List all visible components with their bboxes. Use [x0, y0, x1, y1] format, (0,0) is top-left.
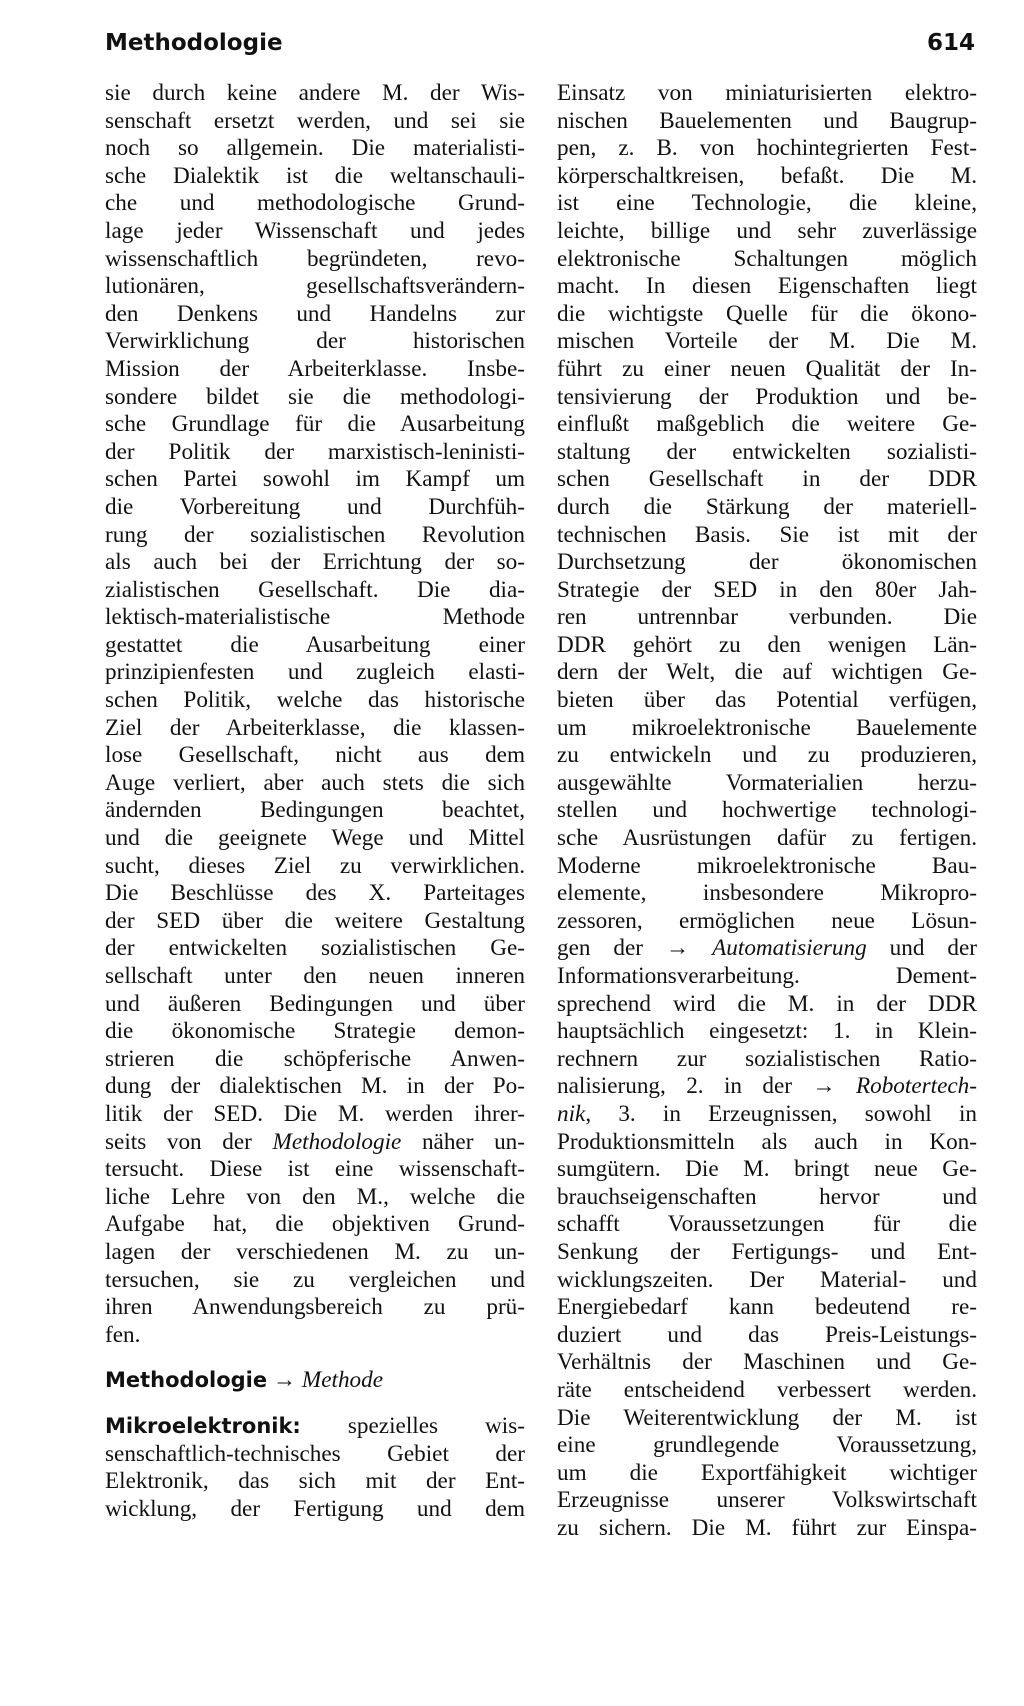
cross-reference: Robotertech-: [855, 1073, 977, 1100]
text-line: DDR gehört zu den wenigen Län-: [557, 631, 977, 658]
text-line: schafft Voraussetzungen für die: [557, 1211, 977, 1238]
text-line: körperschaltkreisen, befaßt. Die M.: [557, 162, 977, 189]
text-line: tensivierung der Produktion und be-: [557, 383, 977, 410]
page-number: 614: [926, 30, 975, 56]
text-line: die wichtigste Quelle für die ökono-: [557, 300, 977, 327]
text-line: fen.: [105, 1321, 141, 1348]
text-line: hauptsächlich eingesetzt: 1. in Klein-: [557, 1018, 977, 1045]
text-line: rechnern zur sozialistischen Ratio-: [557, 1045, 977, 1072]
text-line: um mikroelektronische Bauelemente: [557, 714, 977, 741]
text-line: und äußeren Bedingungen und über: [105, 990, 525, 1017]
text-line: der SED über die weitere Gestaltung: [105, 907, 525, 934]
text-line: schen Partei sowohl im Kampf um: [105, 466, 525, 493]
entry-term: Methodologie: [105, 1368, 268, 1393]
text-line: gestattet die Ausarbeitung einer: [105, 631, 525, 658]
text-line: technischen Basis. Sie ist mit der: [557, 521, 977, 548]
text-line: nik, 3. in Erzeugnissen, sowohl in: [557, 1100, 977, 1127]
text-line: tersucht. Diese ist eine wissenschaft-: [105, 1156, 525, 1183]
text-line: gen der → Automatisierung und der: [557, 935, 978, 962]
text-line: mischen Vorteile der M. Die M.: [557, 328, 977, 355]
text-line: sie durch keine andere M. der Wis-: [105, 80, 525, 106]
text-line: tersuchen, sie zu vergleichen und: [105, 1266, 525, 1293]
entry-methodologie: Methodologie → Methode: [105, 1367, 384, 1394]
text-line: litik der SED. Die M. werden ihrer-: [105, 1100, 525, 1127]
text-line: che und methodologische Grund-: [105, 190, 525, 217]
text-line: und die geeignete Wege und Mittel: [105, 825, 525, 852]
text-line: senschaftlich-technisches Gebiet der: [105, 1440, 525, 1467]
text-line: Informationsverarbeitung. Dement-: [557, 963, 977, 989]
text-line: sucht, dieses Ziel zu verwirklichen.: [105, 852, 525, 879]
cross-reference: Methode: [301, 1367, 384, 1394]
text-line: noch so allgemein. Die materialisti-: [105, 135, 525, 162]
text-line: den Denkens und Handelns zur: [105, 300, 525, 327]
text-line: strieren die schöpferische Anwen-: [105, 1045, 525, 1072]
text-line: Die Beschlüsse des X. Parteitages: [105, 880, 525, 907]
entry-term: Mikroelektronik:: [105, 1413, 301, 1438]
text-line: liche Lehre von den M., welche die: [105, 1183, 525, 1210]
text-line: dern der Welt, die auf wichtigen Ge-: [557, 659, 977, 686]
text-line: durch die Stärkung der materiell-: [557, 493, 977, 520]
text-line: staltung der entwickelten sozialisti-: [557, 438, 977, 465]
text-line: Mission der Arbeiterklasse. Insbe-: [105, 355, 525, 382]
text-line: Durchsetzung der ökonomischen: [557, 549, 977, 576]
text-line: Erzeugnisse unserer Volkswirtschaft: [557, 1487, 977, 1514]
text-line: führt zu einer neuen Qualität der In-: [557, 355, 977, 382]
text-line: brauchseigenschaften hervor und: [557, 1183, 977, 1210]
right-column: [557, 80, 977, 1542]
text-line: sumgütern. Die M. bringt neue Ge-: [557, 1156, 977, 1183]
text-line: Auge verliert, aber auch stets die sich: [105, 769, 525, 796]
text-line: pen, z. B. von hochintegrierten Fest-: [557, 135, 977, 162]
text-line: eine grundlegende Voraussetzung,: [557, 1432, 977, 1459]
text-line: Einsatz von miniaturisierten elektro-: [557, 80, 977, 106]
text-line: zialistischen Gesellschaft. Die dia-: [105, 576, 525, 603]
text-line: lagen der verschiedenen M. zu un-: [105, 1238, 525, 1265]
text-line: Energiebedarf kann bedeutend re-: [557, 1294, 977, 1321]
cross-reference: Automatisierung: [712, 935, 867, 962]
text-line: um die Exportfähigkeit wichtiger: [557, 1459, 977, 1486]
text-line: der Politik der marxistisch-leninisti-: [105, 438, 525, 465]
text-line: elemente, insbesondere Mikropro-: [557, 880, 977, 907]
page-header: [105, 30, 975, 66]
text-line: Aufgabe hat, die objektiven Grund-: [105, 1211, 525, 1238]
text-line: Verwirklichung der historischen: [105, 328, 525, 355]
text-line: zu entwickeln und zu produzieren,: [557, 742, 977, 769]
text-line: sche Ausrüstungen dafür zu fertigen.: [557, 825, 977, 852]
text-line: der entwickelten sozialistischen Ge-: [105, 935, 525, 962]
text-line: wissenschaftlich begründeten, revo-: [105, 245, 525, 272]
text-line: Ziel der Arbeiterklasse, die klassen-: [105, 714, 525, 741]
text-line: ren untrennbar verbunden. Die: [557, 604, 977, 631]
text-line: Senkung der Fertigungs- und Ent-: [557, 1238, 977, 1265]
text-line: ihren Anwendungsbereich zu prü-: [105, 1294, 525, 1321]
text-line: Strategie der SED in den 80er Jah-: [557, 576, 977, 603]
text-line: wicklung, der Fertigung und dem: [105, 1495, 525, 1522]
italic-term: Methodologie: [272, 1128, 402, 1155]
text-line: sondere bildet sie die methodologi-: [105, 383, 525, 410]
text-line: nischen Bauelementen und Baugrup-: [557, 107, 977, 134]
text-line: sellschaft unter den neuen inneren: [105, 963, 525, 989]
text-line: einflußt maßgeblich die weitere Ge-: [557, 411, 977, 438]
text-line: nalisierung, 2. in der → Robotertech-: [557, 1073, 977, 1100]
text-line: lage jeder Wissenschaft und jedes: [105, 217, 525, 244]
text-line: prinzipienfesten und zugleich elasti-: [105, 659, 525, 686]
text-line: stellen und hochwertige technologi-: [557, 797, 977, 824]
text-line: lutionären, gesellschaftsverändern-: [105, 273, 525, 300]
text-line: sche Grundlage für die Ausarbeitung: [105, 411, 525, 438]
text-line: macht. In diesen Eigenschaften liegt: [557, 273, 977, 300]
text-line: zessoren, ermöglichen neue Lösun-: [557, 907, 977, 934]
text-line: schen Gesellschaft in der DDR: [557, 466, 977, 493]
text-line: leichte, billige und sehr zuverlässige: [557, 217, 977, 244]
running-head: Methodologie: [105, 30, 283, 56]
text-line: lose Gesellschaft, nicht aus dem: [105, 742, 525, 769]
text-line: räte entscheidend verbessert werden.: [557, 1376, 977, 1403]
text-line: duziert und das Preis-Leistungs-: [557, 1321, 977, 1348]
text-line: ist eine Technologie, die kleine,: [557, 190, 977, 217]
text-line: seits von der Methodologie näher un-: [105, 1128, 525, 1155]
text-line: lektisch-materialistische Methode: [105, 604, 525, 631]
text-line: elektronische Schaltungen möglich: [557, 245, 977, 272]
text-line: zu sichern. Die M. führt zur Einspa-: [557, 1514, 977, 1541]
left-column: [105, 80, 525, 1523]
text-line: als auch bei der Errichtung der so-: [105, 549, 525, 576]
text-line: Verhältnis der Maschinen und Ge-: [557, 1349, 977, 1376]
cross-reference: nik: [557, 1100, 586, 1127]
text-line: Elektronik, das sich mit der Ent-: [105, 1468, 525, 1495]
text-line: die ökonomische Strategie demon-: [105, 1018, 525, 1045]
text-line: dung der dialektischen M. in der Po-: [105, 1073, 525, 1100]
entry-mikroelektronik: Mikroelektronik: spezielles wis-: [105, 1412, 525, 1439]
text-line: die Vorbereitung und Durchfüh-: [105, 493, 525, 520]
text-line: sprechend wird die M. in der DDR: [557, 990, 977, 1017]
text-line: ausgewählte Vormaterialien herzu-: [557, 769, 977, 796]
text-line: schen Politik, welche das historische: [105, 687, 525, 714]
text-line: Die Weiterentwicklung der M. ist: [557, 1404, 977, 1431]
text-line: Moderne mikroelektronische Bau-: [557, 852, 977, 879]
text-line: sche Dialektik ist die weltanschauli-: [105, 162, 525, 189]
text-line: rung der sozialistischen Revolution: [105, 521, 525, 548]
text-line: ändernden Bedingungen beachtet,: [105, 797, 525, 824]
text-line: bieten über das Potential verfügen,: [557, 687, 977, 714]
text-line: wicklungszeiten. Der Material- und: [557, 1266, 977, 1293]
text-line: senschaft ersetzt werden, und sei sie: [105, 107, 525, 134]
text-line: Produktionsmitteln als auch in Kon-: [557, 1128, 977, 1155]
